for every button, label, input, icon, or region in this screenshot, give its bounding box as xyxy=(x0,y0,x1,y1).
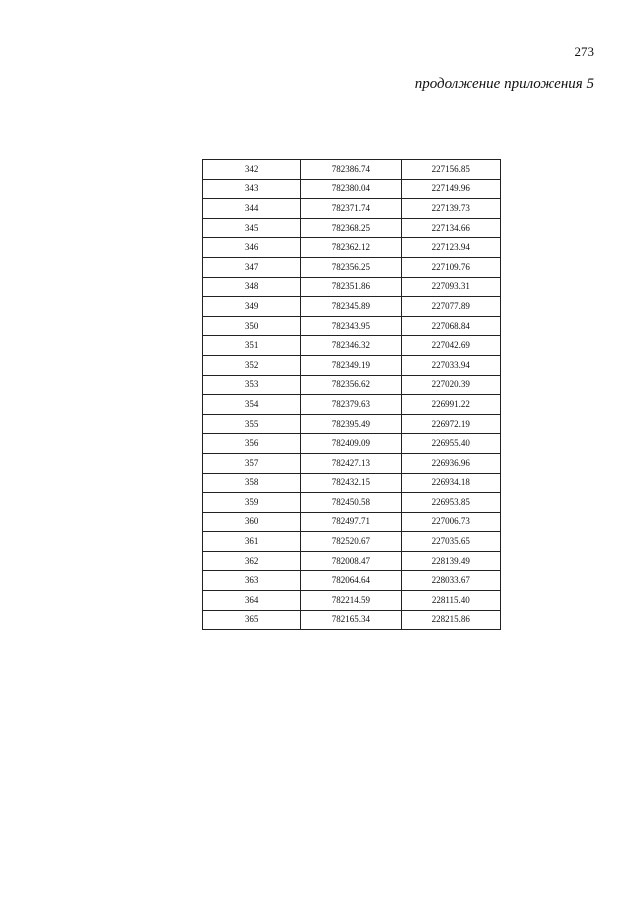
y-coordinate-cell: 227109.76 xyxy=(401,257,500,277)
coordinates-table-body xyxy=(203,160,501,630)
y-coordinate-cell: 227006.73 xyxy=(401,512,500,532)
y-coordinate-cell: 227134.66 xyxy=(401,218,500,238)
point-number-cell: 361 xyxy=(203,532,301,552)
point-number-cell: 345 xyxy=(203,218,301,238)
y-coordinate-cell: 227093.31 xyxy=(401,277,500,297)
x-coordinate-cell: 782008.47 xyxy=(301,551,401,571)
y-coordinate-cell: 227139.73 xyxy=(401,199,500,219)
y-coordinate-cell: 228215.86 xyxy=(401,610,500,630)
x-coordinate-cell: 782356.25 xyxy=(301,257,401,277)
x-coordinate-cell: 782432.15 xyxy=(301,473,401,493)
y-coordinate-cell: 226953.85 xyxy=(401,493,500,513)
y-coordinate-cell: 227077.89 xyxy=(401,297,500,317)
y-coordinate-cell: 227035.65 xyxy=(401,532,500,552)
point-number-cell: 359 xyxy=(203,493,301,513)
point-number-cell: 352 xyxy=(203,355,301,375)
x-coordinate-cell: 782379.63 xyxy=(301,395,401,415)
y-coordinate-cell: 227123.94 xyxy=(401,238,500,258)
point-number-cell: 350 xyxy=(203,316,301,336)
y-coordinate-cell: 226955.40 xyxy=(401,434,500,454)
coordinates-table xyxy=(202,159,501,630)
x-coordinate-cell: 782395.49 xyxy=(301,414,401,434)
y-coordinate-cell: 226936.96 xyxy=(401,453,500,473)
appendix-continuation-heading: продолжение приложения 5 xyxy=(414,76,594,92)
x-coordinate-cell: 782351.86 xyxy=(301,277,401,297)
table-row xyxy=(203,218,501,238)
x-coordinate-cell: 782520.67 xyxy=(301,532,401,552)
point-number-cell: 347 xyxy=(203,257,301,277)
x-coordinate-cell: 782345.89 xyxy=(301,297,401,317)
x-coordinate-cell: 782349.19 xyxy=(301,355,401,375)
table-row xyxy=(203,493,501,513)
y-coordinate-cell: 227042.69 xyxy=(401,336,500,356)
point-number-cell: 360 xyxy=(203,512,301,532)
y-coordinate-cell: 228033.67 xyxy=(401,571,500,591)
table-row xyxy=(203,316,501,336)
y-coordinate-cell: 227020.39 xyxy=(401,375,500,395)
y-coordinate-cell: 228115.40 xyxy=(401,591,500,611)
table-row xyxy=(203,297,501,317)
x-coordinate-cell: 782343.95 xyxy=(301,316,401,336)
table-row xyxy=(203,179,501,199)
table-row xyxy=(203,238,501,258)
page-number: 273 xyxy=(574,44,594,59)
table-row xyxy=(203,551,501,571)
table-row xyxy=(203,277,501,297)
table-row xyxy=(203,571,501,591)
x-coordinate-cell: 782356.62 xyxy=(301,375,401,395)
y-coordinate-cell: 227033.94 xyxy=(401,355,500,375)
point-number-cell: 349 xyxy=(203,297,301,317)
table-row xyxy=(203,336,501,356)
table-row xyxy=(203,610,501,630)
x-coordinate-cell: 782165.34 xyxy=(301,610,401,630)
x-coordinate-cell: 782371.74 xyxy=(301,199,401,219)
point-number-cell: 348 xyxy=(203,277,301,297)
x-coordinate-cell: 782214.59 xyxy=(301,591,401,611)
x-coordinate-cell: 782368.25 xyxy=(301,218,401,238)
x-coordinate-cell: 782450.58 xyxy=(301,493,401,513)
x-coordinate-cell: 782386.74 xyxy=(301,160,401,180)
point-number-cell: 355 xyxy=(203,414,301,434)
x-coordinate-cell: 782427.13 xyxy=(301,453,401,473)
table-row xyxy=(203,532,501,552)
point-number-cell: 363 xyxy=(203,571,301,591)
table-row xyxy=(203,453,501,473)
table-row xyxy=(203,395,501,415)
table-row xyxy=(203,160,501,180)
point-number-cell: 364 xyxy=(203,591,301,611)
y-coordinate-cell: 226934.18 xyxy=(401,473,500,493)
point-number-cell: 354 xyxy=(203,395,301,415)
table-row xyxy=(203,414,501,434)
point-number-cell: 346 xyxy=(203,238,301,258)
table-row xyxy=(203,375,501,395)
y-coordinate-cell: 226972.19 xyxy=(401,414,500,434)
point-number-cell: 343 xyxy=(203,179,301,199)
point-number-cell: 344 xyxy=(203,199,301,219)
point-number-cell: 356 xyxy=(203,434,301,454)
point-number-cell: 357 xyxy=(203,453,301,473)
table-row xyxy=(203,257,501,277)
y-coordinate-cell: 227156.85 xyxy=(401,160,500,180)
point-number-cell: 365 xyxy=(203,610,301,630)
y-coordinate-cell: 228139.49 xyxy=(401,551,500,571)
table-row xyxy=(203,512,501,532)
y-coordinate-cell: 227149.96 xyxy=(401,179,500,199)
y-coordinate-cell: 227068.84 xyxy=(401,316,500,336)
point-number-cell: 358 xyxy=(203,473,301,493)
x-coordinate-cell: 782362.12 xyxy=(301,238,401,258)
point-number-cell: 362 xyxy=(203,551,301,571)
x-coordinate-cell: 782064.64 xyxy=(301,571,401,591)
table-row xyxy=(203,434,501,454)
table-row xyxy=(203,199,501,219)
x-coordinate-cell: 782380.04 xyxy=(301,179,401,199)
point-number-cell: 351 xyxy=(203,336,301,356)
x-coordinate-cell: 782497.71 xyxy=(301,512,401,532)
table-row xyxy=(203,355,501,375)
x-coordinate-cell: 782409.09 xyxy=(301,434,401,454)
y-coordinate-cell: 226991.22 xyxy=(401,395,500,415)
point-number-cell: 342 xyxy=(203,160,301,180)
table-row xyxy=(203,473,501,493)
table-row xyxy=(203,591,501,611)
point-number-cell: 353 xyxy=(203,375,301,395)
x-coordinate-cell: 782346.32 xyxy=(301,336,401,356)
